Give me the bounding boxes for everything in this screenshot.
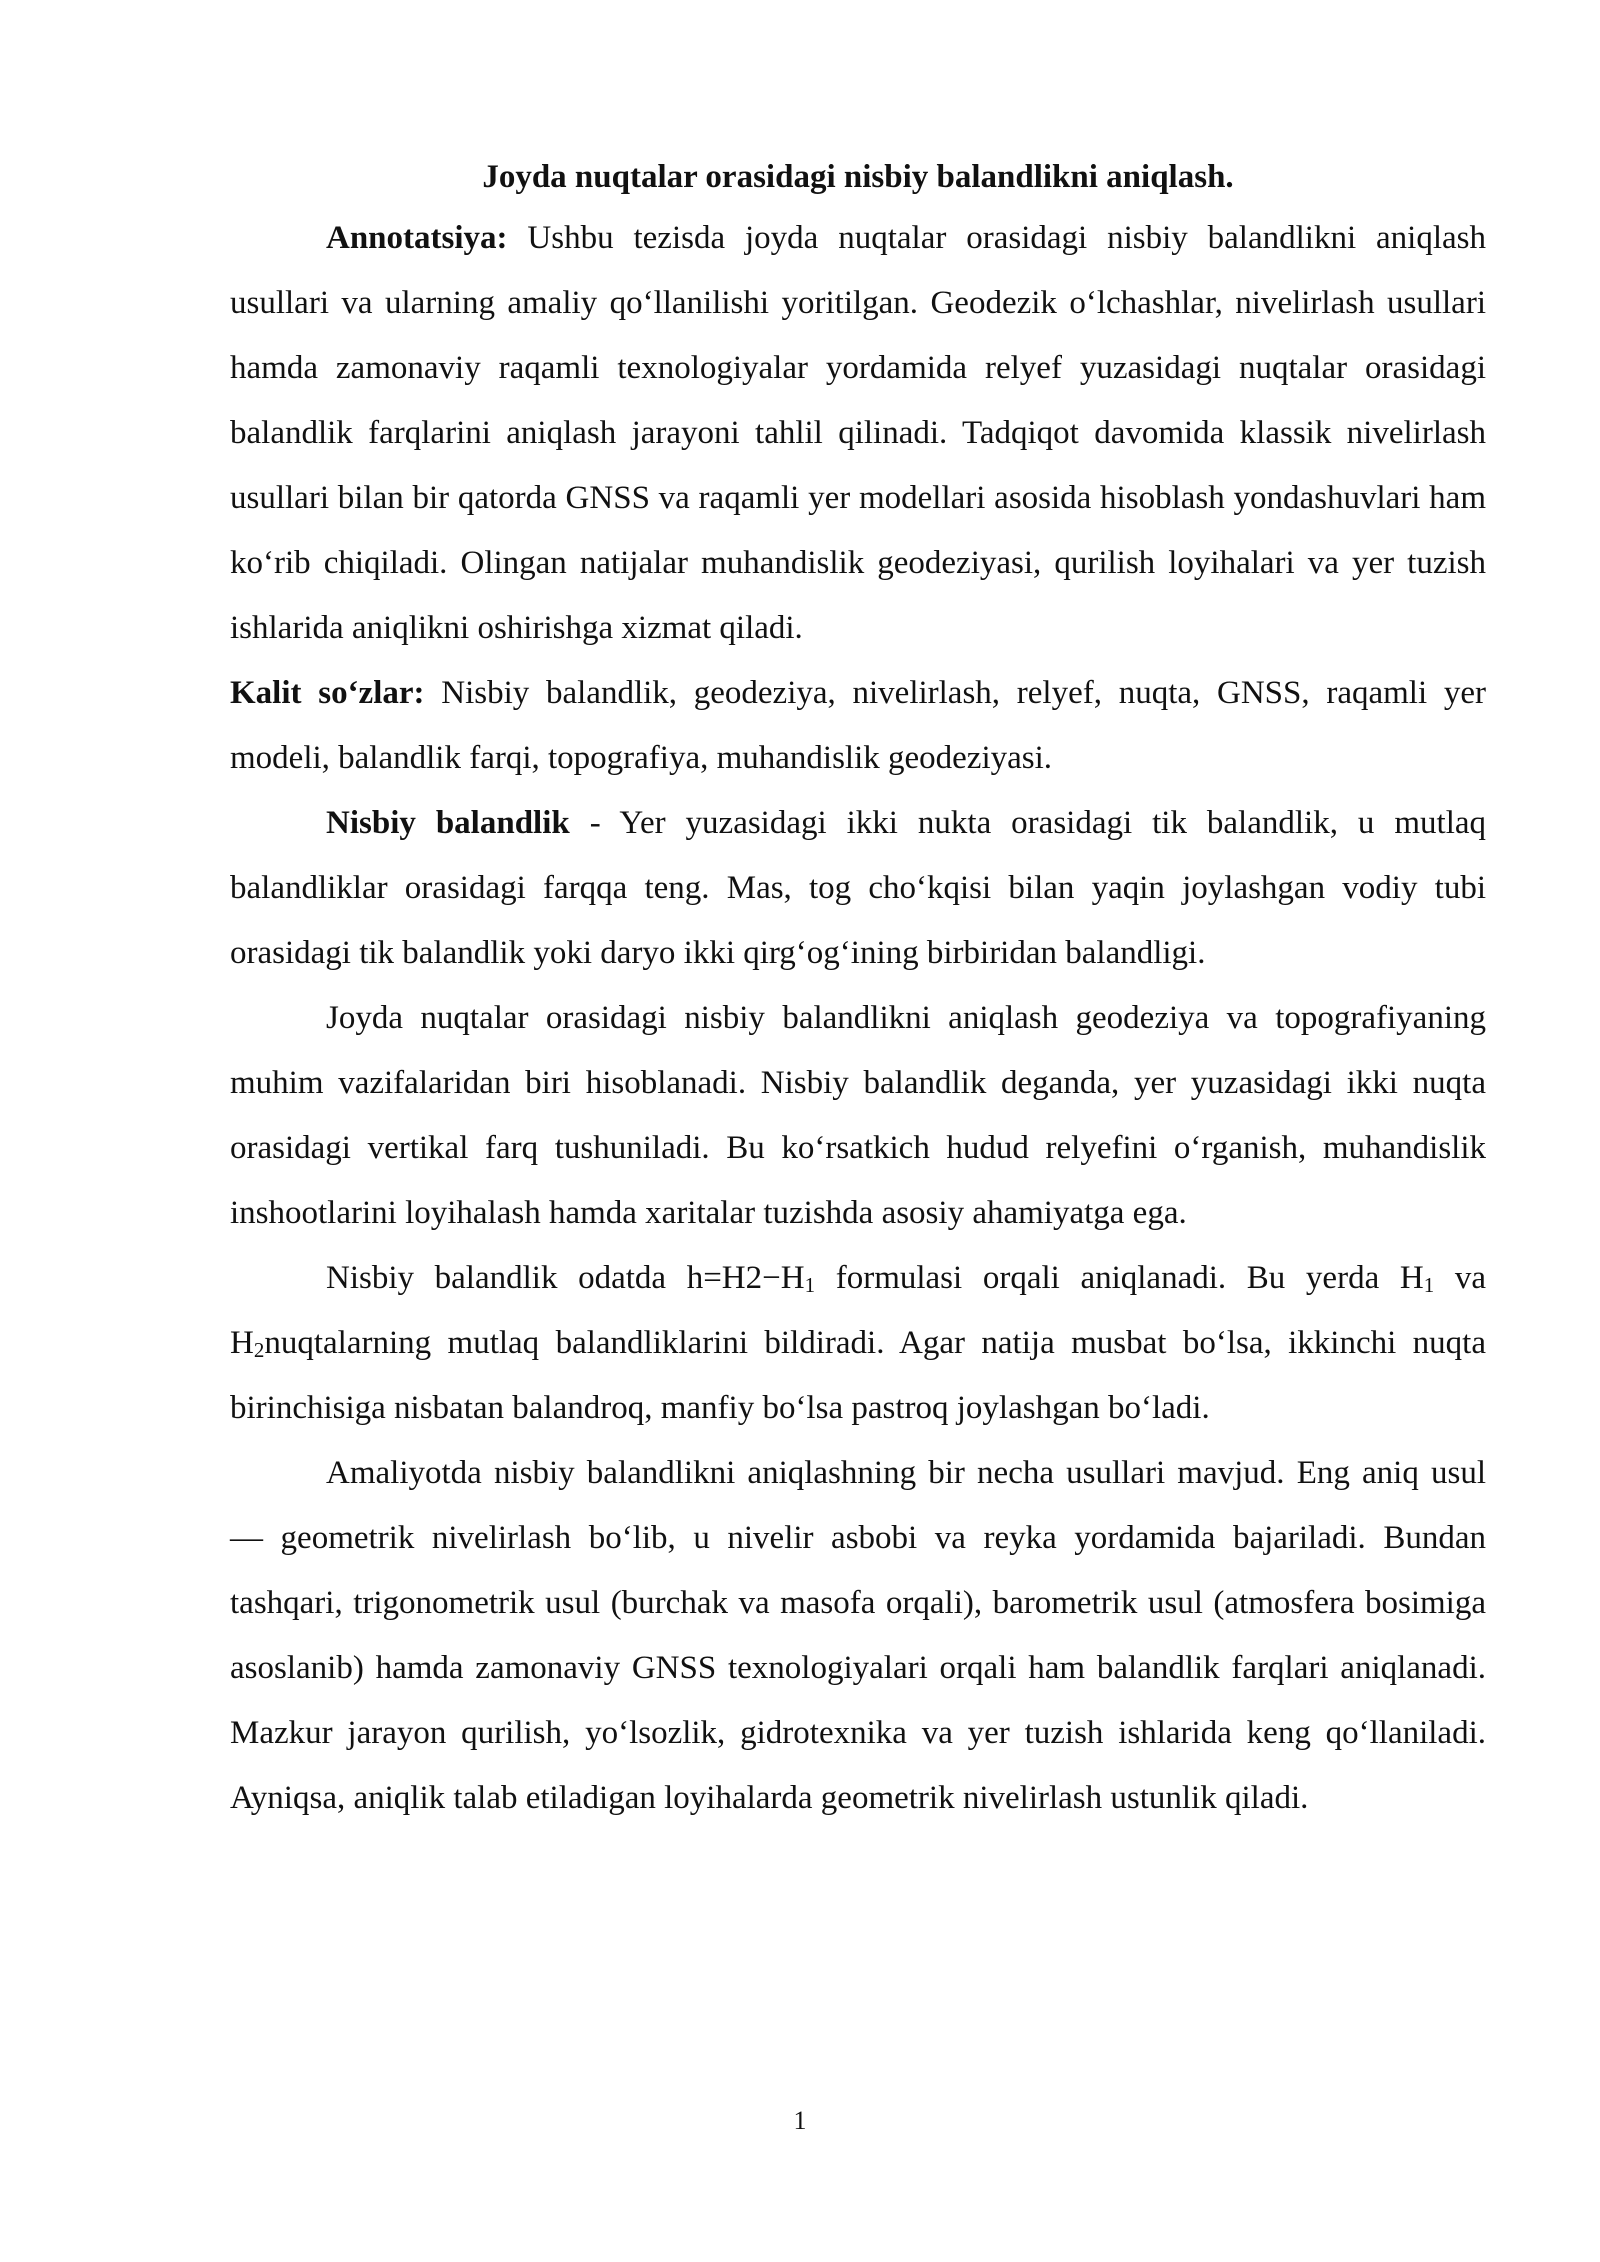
definition-term: Nisbiy balandlik bbox=[326, 805, 570, 841]
definition-text: - Yer yuzasidagi ikki nukta orasidagi tik balandlik, u mutlaq balandliklar orasidagi farqqa teng. Mas, tog cho‘kqisi bilan yaqin joylashgan vodiy tubi orasidagi tik balandlik yoki daryo ikki qirg‘og‘ining birbiridan balandligi. bbox=[230, 805, 1487, 971]
formula-subscript-2: 1 bbox=[1423, 1273, 1435, 1297]
body-paragraph-1: Joyda nuqtalar orasidagi nisbiy balandlikni aniqlash geodeziya va topografiyaning muhim vazifalaridan biri hisoblanadi. Nisbiy balandlik deganda, yer yuzasidagi ikki nuqta orasidagi vertikal farq tushuniladi. Bu ko‘rsatkich hudud relyefini o‘rganish, muhandislik inshootlarini loyihalash hamda xaritalar tuzishda asosiy ahamiyatga ega. bbox=[230, 1000, 1486, 1231]
keywords-label: Kalit so‘zlar: bbox=[230, 675, 425, 711]
document-body bbox=[230, 150, 1486, 1831]
formula-subscript-3: 2 bbox=[253, 1338, 265, 1362]
formula-text-part-3: va H bbox=[230, 1260, 1486, 1361]
annotation-paragraph bbox=[230, 206, 1486, 661]
annotation-text: Ushbu tezisda joyda nuqtalar orasidagi nisbiy balandlikni aniqlash usullari va ularning amaliy qo‘llanilishi yoritilgan. Geodezik o‘lchashlar, nivelirlash usullari hamda zamonaviy raqamli texnologiyalar yordamida relyef yuzasidagi nuqtalar orasidagi balandlik farqlarini aniqlash jarayoni tahlil qilinadi. Tadqiqot davomida klassik nivelirlash usullari bilan bir qatorda GNSS va raqamli yer modellari asosida hisoblash yondashuvlari ham ko‘rib chiqiladi. Olingan natijalar muhandislik geodeziyasi, qurilish loyihalari va yer tuzish ishlarida aniqlikni oshirishga xizmat qiladi. bbox=[230, 220, 1486, 646]
formula-paragraph bbox=[230, 1246, 1486, 1441]
formula-subscript-1: 1 bbox=[804, 1273, 816, 1297]
formula-text-part-2: formulasi orqali aniqlanadi. Bu yerda H bbox=[815, 1260, 1424, 1296]
formula-text-part-1: Nisbiy balandlik odatda h=H2−H bbox=[326, 1260, 805, 1296]
body-paragraph-3: Amaliyotda nisbiy balandlikni aniqlashning bir necha usullari mavjud. Eng aniq usul — geometrik nivelirlash bo‘lib, u nivelir asbobi va reyka yordamida bajariladi. Bundan tashqari, trigonometrik usul (burchak va masofa orqali), barometrik usul (atmosfera bosimiga asoslanib) hamda zamonaviy GNSS texnologiyalari orqali ham balandlik farqlari aniqlanadi. Mazkur jarayon qurilish, yo‘lsozlik, gidrotexnika va yer tuzish ishlarida keng qo‘llaniladi. Ayniqsa, aniqlik talab etiladigan loyihalarda geometrik nivelirlash ustunlik qiladi. bbox=[230, 1455, 1486, 1816]
page-number: 1 bbox=[793, 2106, 807, 2135]
formula-text-part-4: nuqtalarning mutlaq balandliklarini bildiradi. Agar natija musbat bo‘lsa, ikkinchi nuqta birinchisiga nisbatan balandroq, manfiy bo‘lsa pastroq joylashgan bo‘ladi. bbox=[230, 1325, 1486, 1426]
keywords-text: Nisbiy balandlik, geodeziya, nivelirlash, relyef, nuqta, GNSS, raqamli yer modeli, balandlik farqi, topografiya, muhandislik geodeziyasi. bbox=[230, 675, 1486, 776]
document-title: Joyda nuqtalar orasidagi nisbiy balandlikni aniqlash. bbox=[482, 159, 1234, 195]
annotation-label: Annotatsiya: bbox=[326, 220, 508, 256]
keywords-paragraph bbox=[230, 661, 1486, 791]
definition-paragraph bbox=[230, 791, 1486, 986]
